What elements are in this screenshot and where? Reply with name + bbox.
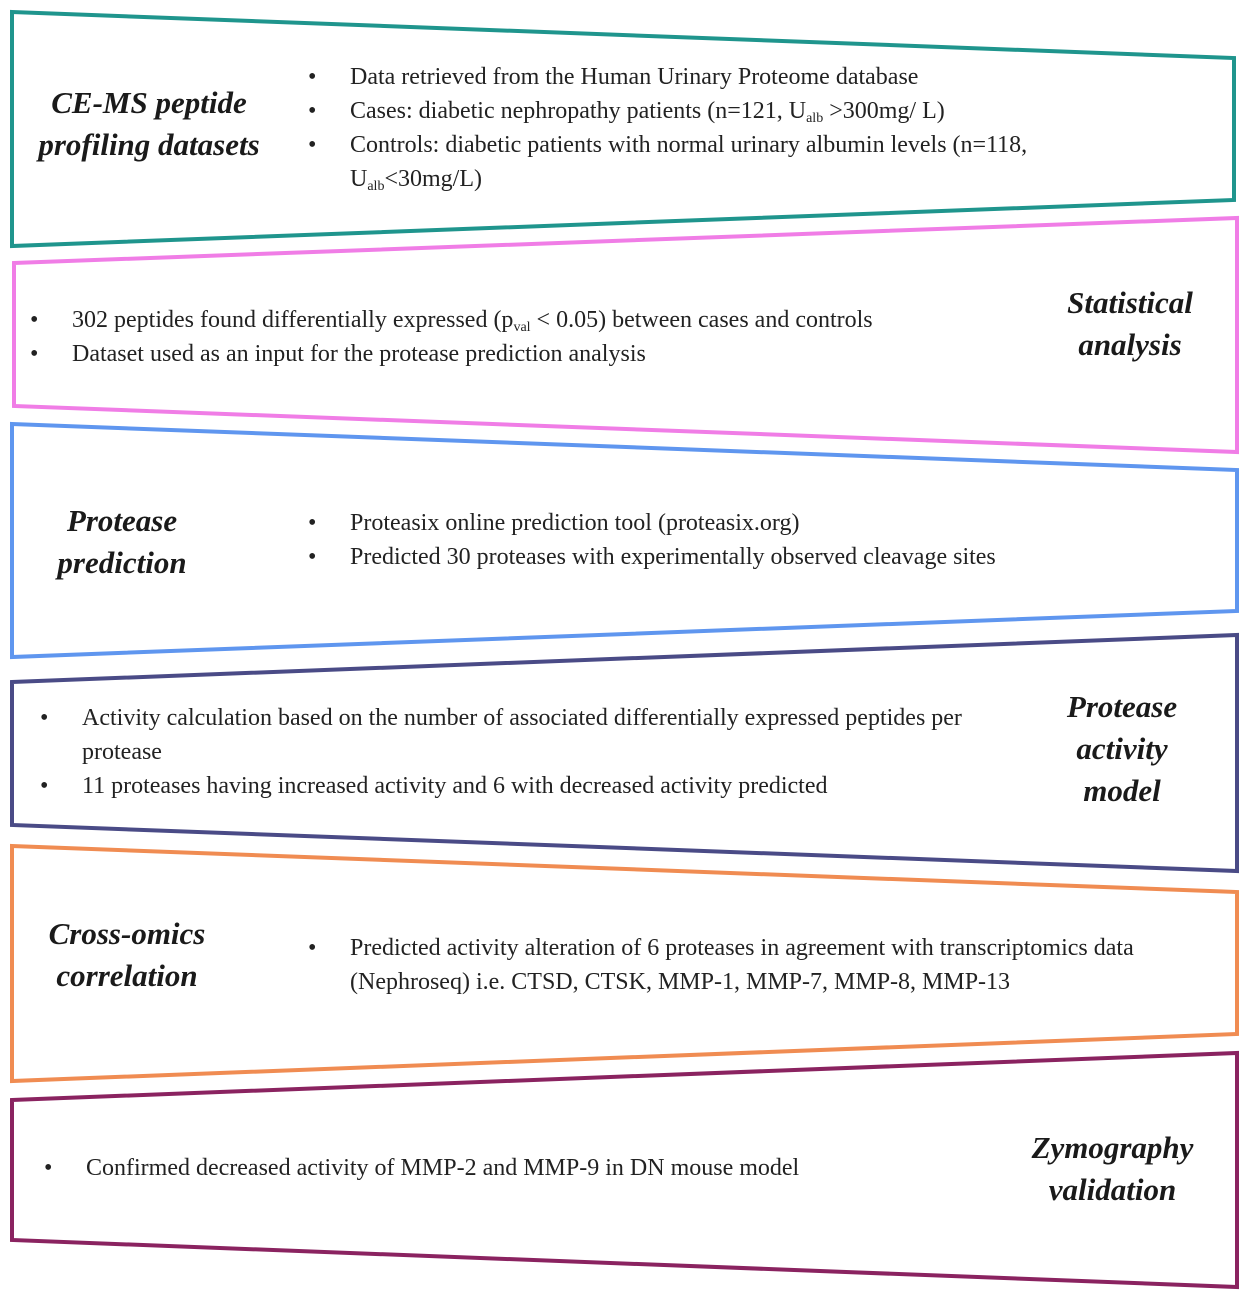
title-line: prediction: [57, 545, 187, 580]
bullet-text: Predicted 30 proteases with experimentally observed cleavage sites: [350, 544, 996, 570]
title-line: Zymography: [1031, 1130, 1194, 1165]
bullet-text: >300mg/ L): [823, 98, 945, 124]
bullet-text: < 0.05) between cases and controls: [530, 307, 873, 333]
title-line: CE-MS peptide: [51, 85, 247, 120]
title-line: activity: [1076, 731, 1168, 766]
bullet-text: Proteasix online prediction tool (proteasix.org): [350, 510, 800, 536]
bullet-text: 302 peptides found differentially expressed (p: [72, 307, 514, 333]
subscript: val: [513, 320, 531, 335]
frame-statistical: [14, 218, 1237, 452]
bullet-text: Confirmed decreased activity of MMP-2 and MMP-9 in DN mouse model: [86, 1155, 800, 1181]
bullet-text: Controls: diabetic patients with normal urinary albumin levels (n=118, U: [350, 132, 1028, 192]
bullet-text: Activity calculation based on the number of associated differentially expressed peptides per protease: [82, 705, 962, 765]
bullet-text: Dataset used as an input for the protease prediction analysis: [72, 341, 646, 367]
title-line: correlation: [56, 958, 198, 993]
subscript: alb: [806, 111, 824, 126]
frame-zymography: [12, 1053, 1237, 1287]
title-line: Protease: [66, 503, 178, 538]
frame-protease-prediction: [12, 424, 1237, 657]
title-line: model: [1083, 773, 1161, 808]
frame-activity-model: [12, 635, 1237, 871]
frame-cross-omics: [12, 846, 1237, 1081]
title-line: Cross-omics: [48, 916, 206, 951]
title-line: analysis: [1078, 327, 1182, 362]
title-line: Protease: [1066, 689, 1178, 724]
frame-cems: [12, 12, 1234, 246]
bullet-text: <30mg/L): [384, 166, 482, 192]
subscript: alb: [367, 179, 385, 194]
title-line: profiling datasets: [38, 127, 260, 162]
bullet-text: Predicted activity alteration of 6 proteases in agreement with transcriptomics data (Nephroseq) i.e. CTSD, CTSK, MMP-1, MMP-7, MMP-8, MMP-13: [350, 935, 1134, 995]
bullet-text: 11 proteases having increased activity and 6 with decreased activity predicted: [82, 773, 828, 799]
bullet-text: Cases: diabetic nephropathy patients (n=121, U: [350, 98, 807, 124]
title-line: Statistical: [1067, 285, 1193, 320]
title-line: validation: [1048, 1172, 1177, 1207]
bullet-text: Data retrieved from the Human Urinary Proteome database: [350, 64, 919, 90]
